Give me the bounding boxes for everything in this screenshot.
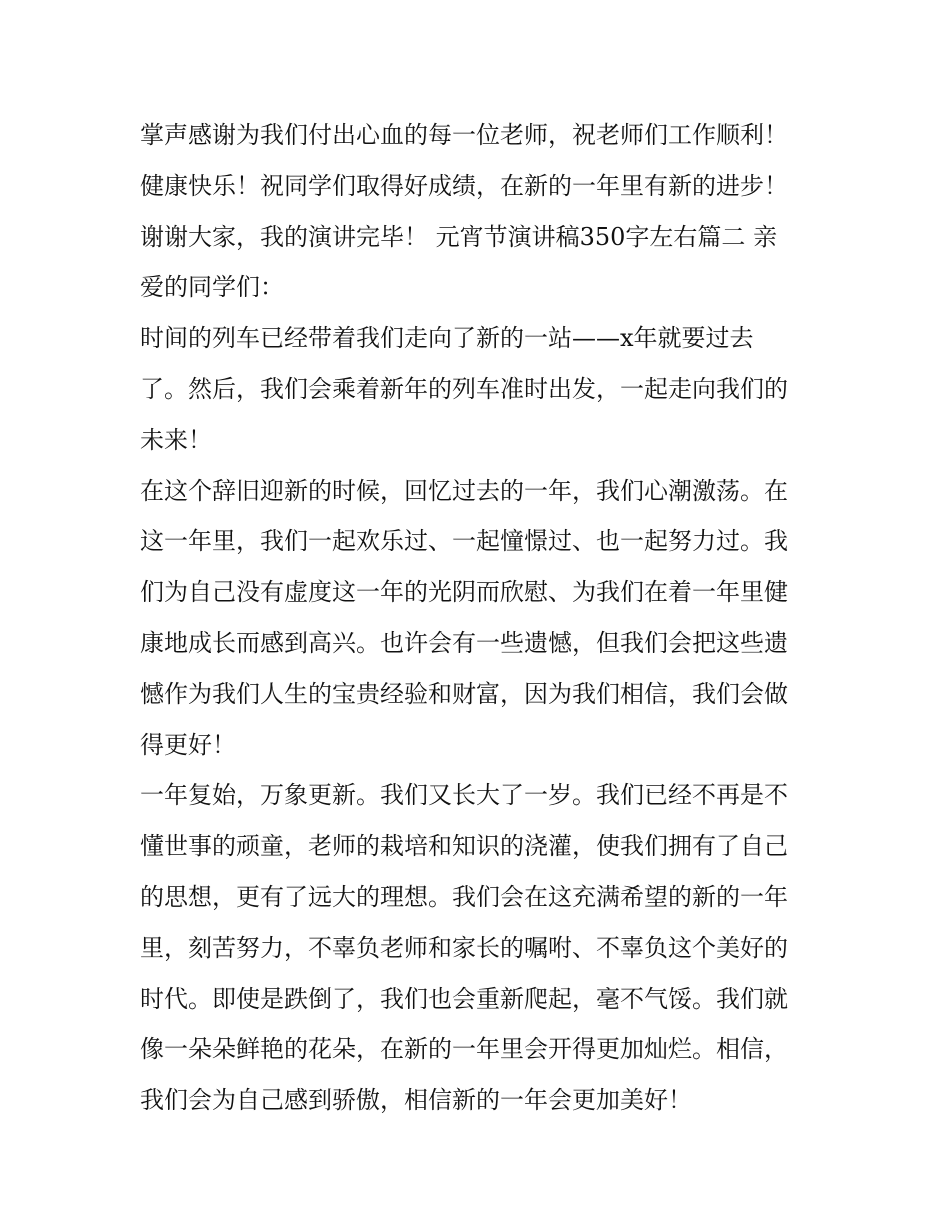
text-line: 懂世事的顽童，老师的栽培和知识的浇灌，使我们拥有了自己 <box>140 832 788 861</box>
text-line: 的思想，更有了远大的理想。我们会在这充满希望的新的一年 <box>140 882 788 911</box>
text-line: 掌声感谢为我们付出心血的每一位老师，祝老师们工作顺利！ <box>140 121 788 149</box>
text-line: 在这个辞旧迎新的时候，回忆过去的一年，我们心潮激荡。在 <box>140 476 788 505</box>
text-line: 健康快乐！祝同学们取得好成绩，在新的一年里有新的进步！ <box>140 171 788 200</box>
text-line: 这一年里，我们一起欢乐过、一起憧憬过、也一起努力过。我 <box>140 527 788 556</box>
text-line: 时间的列车已经带着我们走向了新的一站——x年就要过去 <box>140 324 754 353</box>
text-line: 像一朵朵鲜艳的花朵，在新的一年里会开得更加灿烂。相信， <box>140 1035 788 1064</box>
text-line: 谢谢大家，我的演讲完毕！ 元宵节演讲稿350字左右篇二 亲 <box>140 222 778 251</box>
text-line: 爱的同学们： <box>140 273 284 302</box>
text-line: 一年复始，万象更新。我们又长大了一岁。我们已经不再是不 <box>140 781 788 810</box>
text-line: 我们会为自己感到骄傲，相信新的一年会更加美好！ <box>140 1086 692 1115</box>
document-body <box>140 110 820 1126</box>
text-line: 得更好！ <box>140 730 236 759</box>
text-line: 未来！ <box>140 425 212 454</box>
text-line: 憾作为我们人生的宝贵经验和财富，因为我们相信，我们会做 <box>140 679 788 708</box>
text-line: 里，刻苦努力，不辜负老师和家长的嘱咐、不辜负这个美好的 <box>140 933 788 962</box>
text-line: 康地成长而感到高兴。也许会有一些遗憾，但我们会把这些遗 <box>140 628 788 657</box>
text-line: 了。然后，我们会乘着新年的列车准时出发，一起走向我们的 <box>140 374 788 403</box>
text-line: 们为自己没有虚度这一年的光阴而欣慰、为我们在着一年里健 <box>140 578 788 607</box>
text-line: 时代。即使是跌倒了，我们也会重新爬起，毫不气馁。我们就 <box>140 984 788 1013</box>
